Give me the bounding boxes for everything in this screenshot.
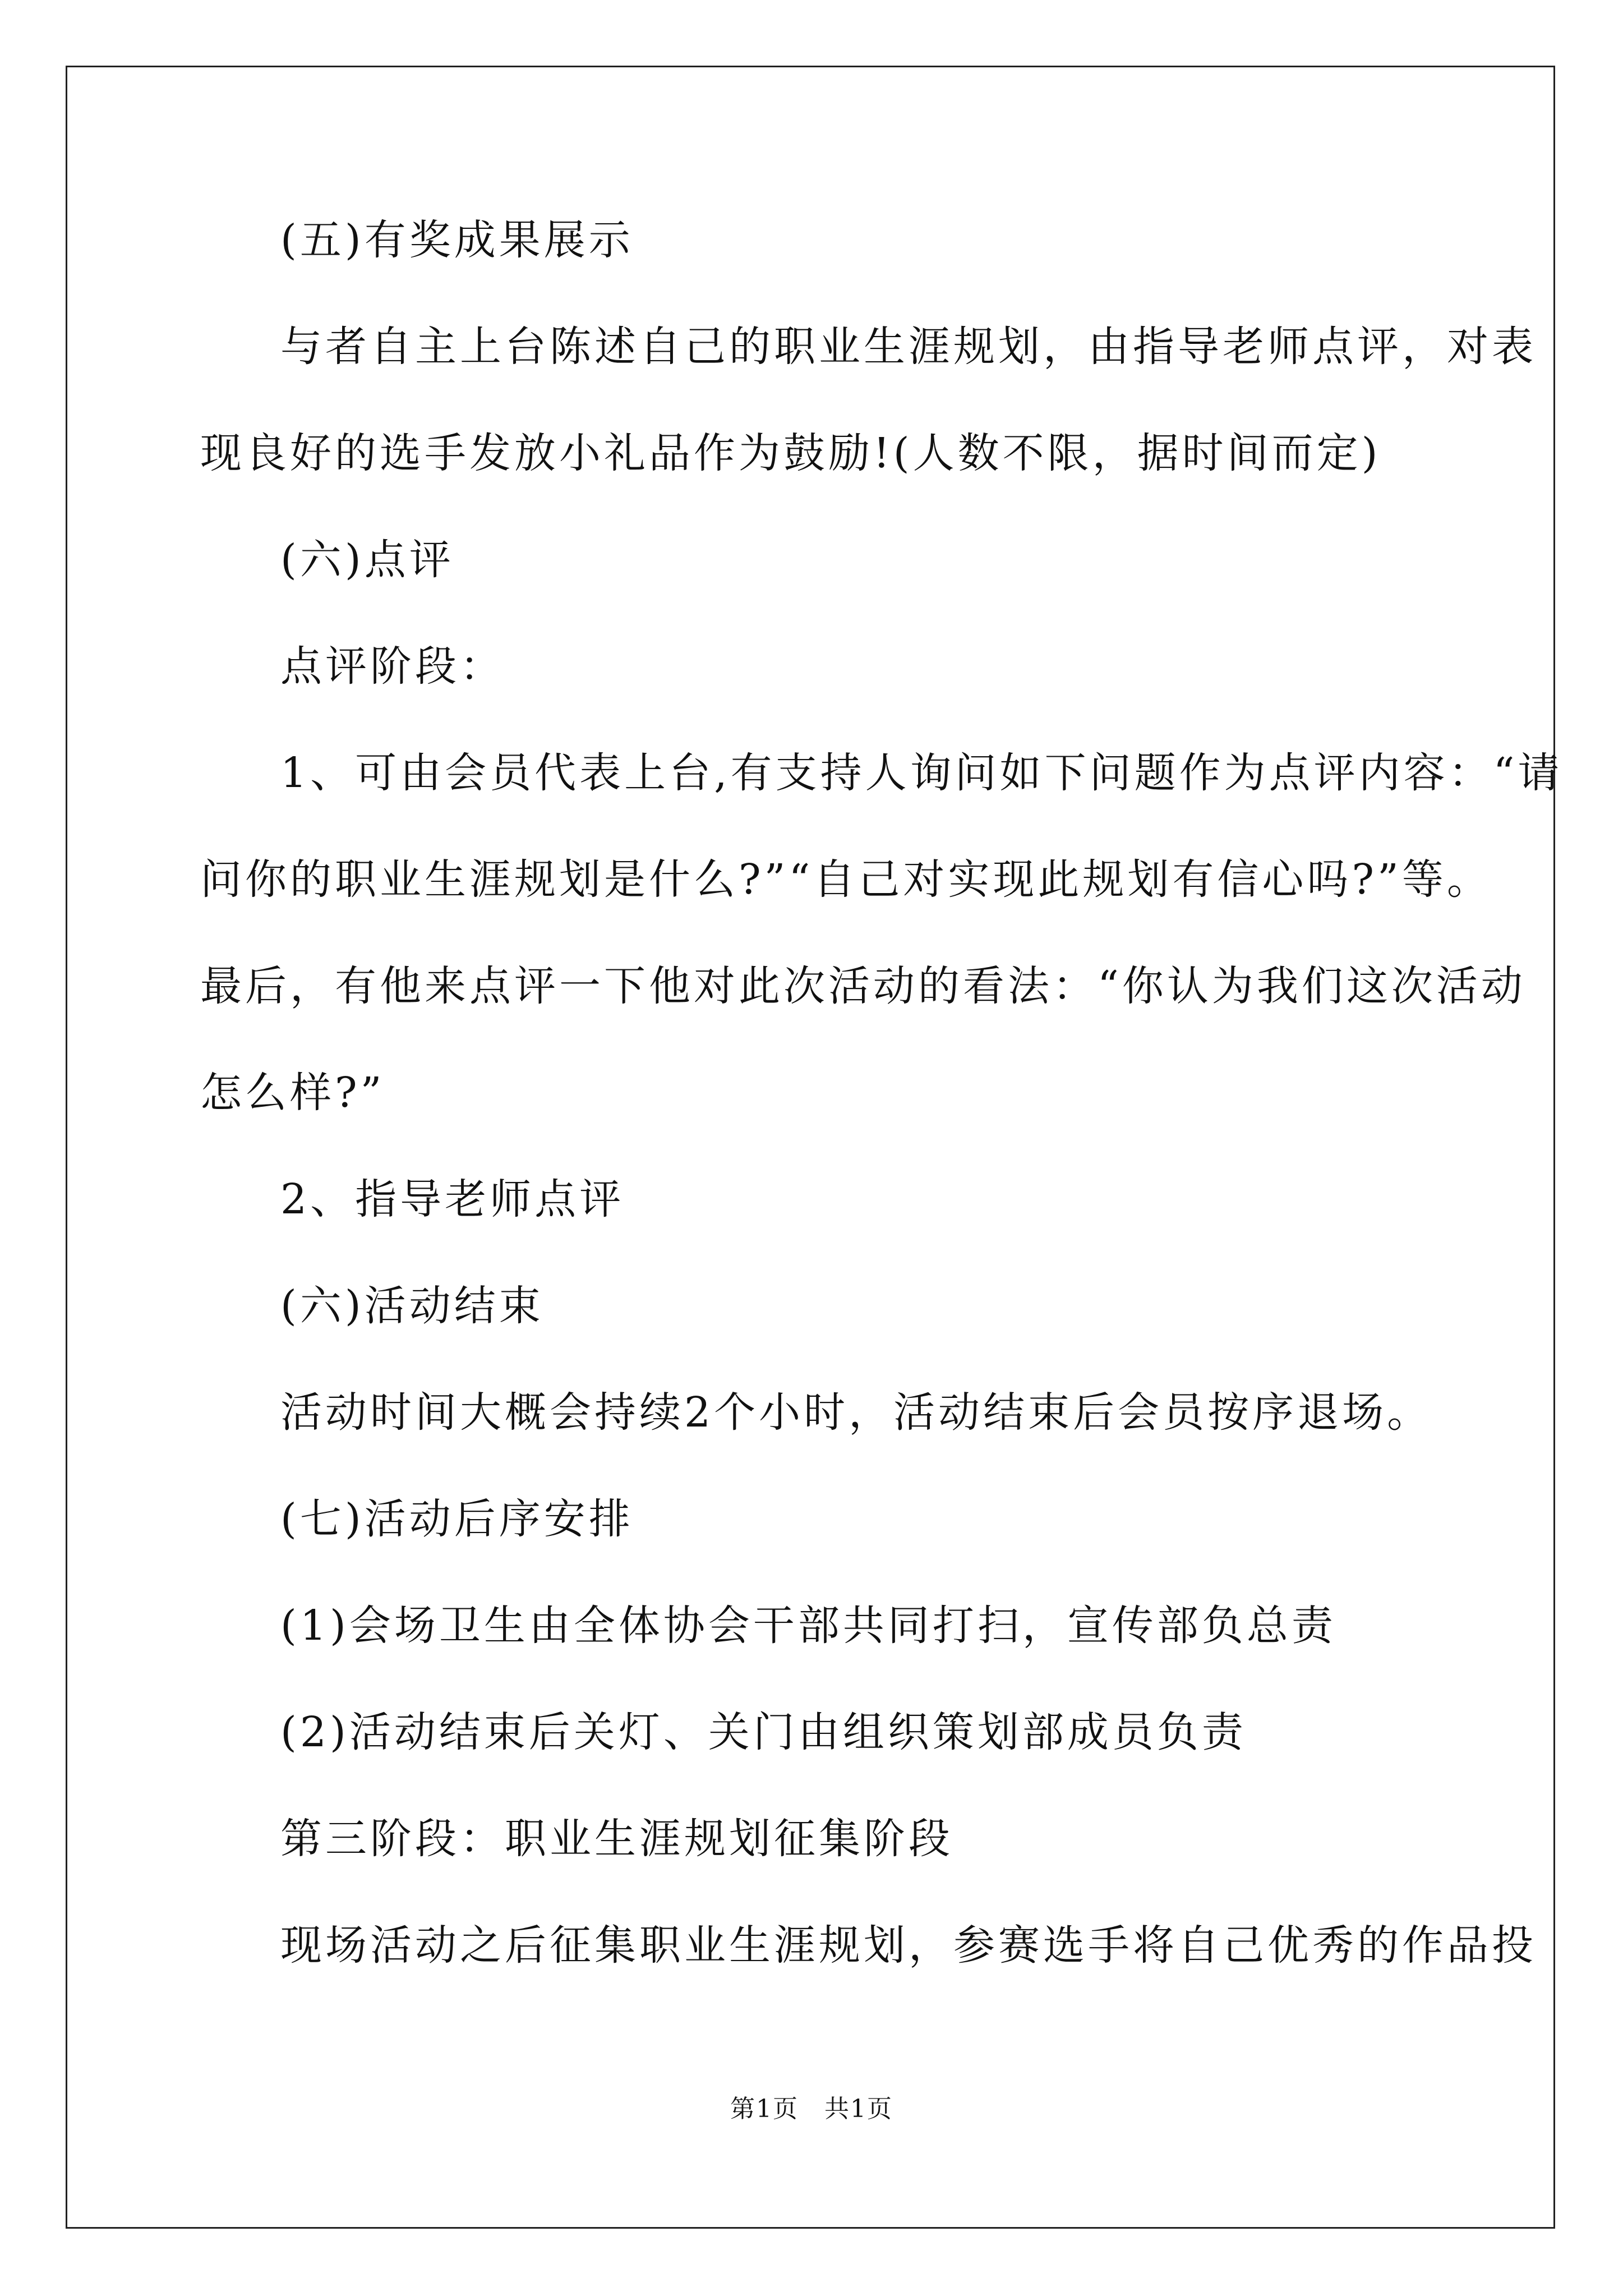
paragraph-line: 现良好的选手发放小礼品作为鼓励!(人数不限，据时间而定) <box>200 429 1381 477</box>
paragraph-line: 与者自主上台陈述自己的职业生涯规划，由指导老师点评，对表 <box>280 323 1537 371</box>
paragraph-line: 点评阶段： <box>280 642 505 691</box>
page-number-footer: 第1页 共1页 <box>730 2095 893 2123</box>
section-heading: (五)有奖成果展示 <box>280 216 634 264</box>
page-border <box>66 66 1555 2229</box>
paragraph-line: 问你的职业生涯规划是什么?”“自己对实现此规划有信心吗?”等。 <box>200 855 1492 904</box>
paragraph-line: 怎么样?” <box>200 1069 385 1117</box>
paragraph-line: 最后，有他来点评一下他对此次活动的看法：“你认为我们这次活动 <box>200 962 1526 1010</box>
section-heading: 第三阶段：职业生涯规划征集阶段 <box>280 1815 953 1863</box>
paragraph-line: 现场活动之后征集职业生涯规划，参赛选手将自己优秀的作品投 <box>280 1921 1537 1970</box>
section-heading: (六)活动结束 <box>280 1282 544 1330</box>
section-heading: (七)活动后序安排 <box>280 1495 634 1543</box>
paragraph-line: (2)活动结束后关灯、关门由组织策划部成员负责 <box>280 1708 1247 1756</box>
paragraph-line: (1)会场卫生由全体协会干部共同打扫，宣传部负总责 <box>280 1602 1336 1650</box>
paragraph-line: 活动时间大概会持续2个小时，活动结束后会员按序退场。 <box>280 1388 1432 1437</box>
section-heading: (六)点评 <box>280 536 454 584</box>
paragraph-line: 2、指导老师点评 <box>280 1175 625 1223</box>
paragraph-line: 1、可由会员代表上台,有支持人询问如下问题作为点评内容：“请 <box>280 749 1563 797</box>
